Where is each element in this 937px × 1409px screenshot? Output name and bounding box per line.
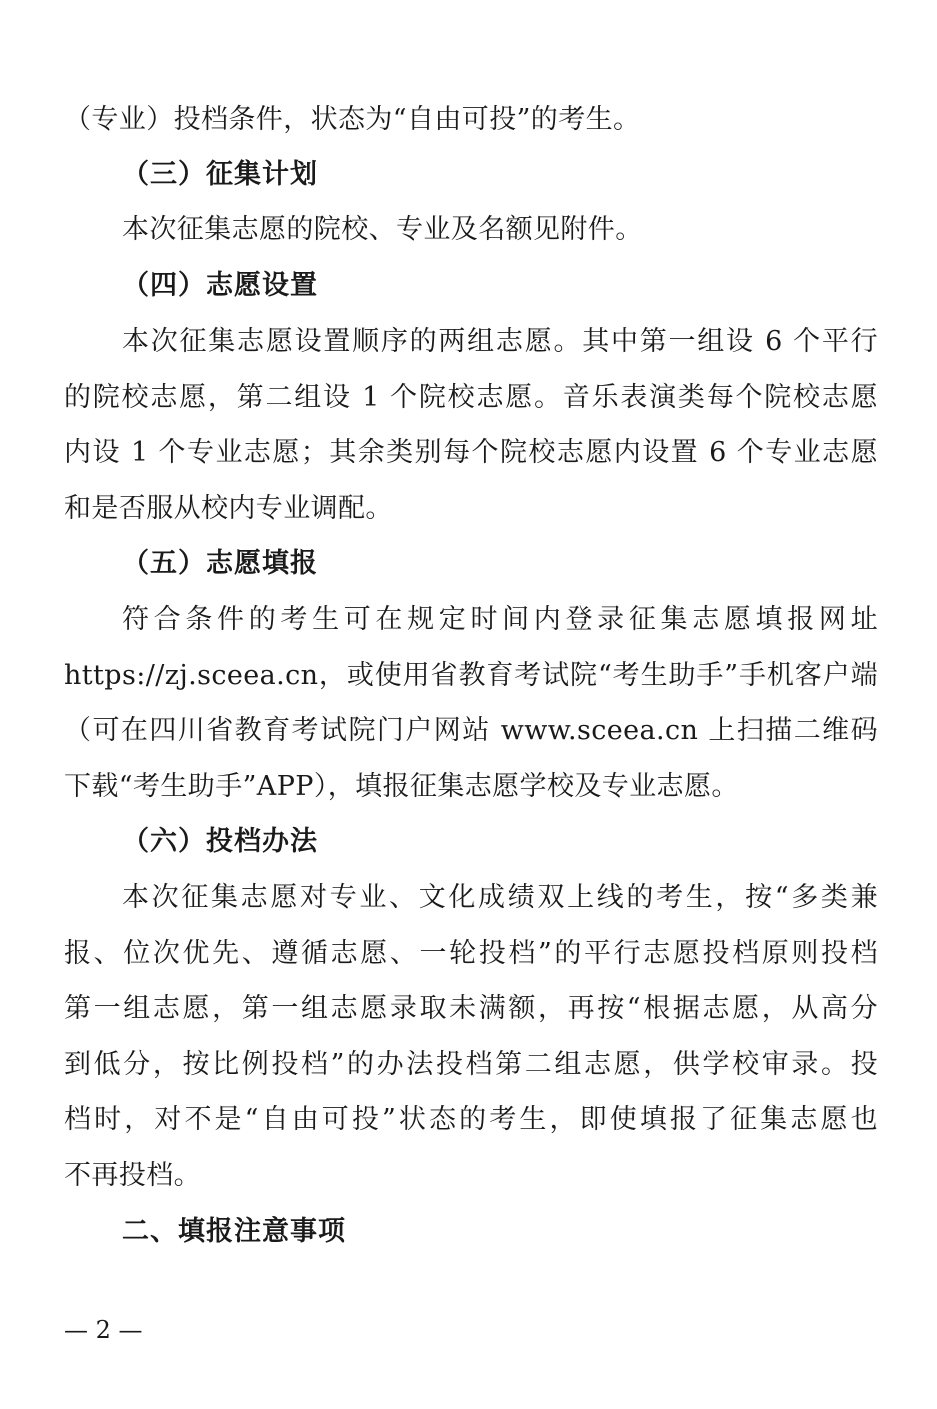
paragraph-line: 本次征集志愿设置顺序的两组志愿。其中第一组设 6 个平行 — [122, 326, 878, 357]
page-number: — 2 — — [64, 1316, 143, 1344]
paragraph-line: 到低分，按比例投档”的办法投档第二组志愿，供学校审录。投 — [64, 1049, 878, 1080]
paragraph-line: 和是否服从校内专业调配。 — [64, 493, 393, 524]
paragraph-line: 报、位次优先、遵循志愿、一轮投档”的平行志愿投档原则投档 — [64, 938, 878, 969]
paragraph-line: （专业）投档条件，状态为“自由可投”的考生。 — [64, 104, 641, 135]
paragraph-line: https://zj.sceea.cn，或使用省教育考试院“考生助手”手机客户端 — [64, 660, 878, 691]
part-heading-2: 二、填报注意事项 — [122, 1216, 346, 1247]
paragraph-line: 第一组志愿，第一组志愿录取未满额，再按“根据志愿，从高分 — [64, 993, 878, 1024]
paragraph-line: 本次征集志愿的院校、专业及名额见附件。 — [122, 214, 643, 245]
section-heading-5: （五）志愿填报 — [122, 548, 318, 579]
paragraph-line: 下载“考生助手”APP），填报征集志愿学校及专业志愿。 — [64, 771, 739, 802]
paragraph-line: 档时，对不是“自由可投”状态的考生，即使填报了征集志愿也 — [64, 1104, 878, 1135]
paragraph-line: 符合条件的考生可在规定时间内登录征集志愿填报网址 — [122, 604, 878, 635]
section-heading-6: （六）投档办法 — [122, 826, 318, 857]
paragraph-line: 的院校志愿，第二组设 1 个院校志愿。音乐表演类每个院校志愿 — [64, 382, 878, 413]
paragraph-line: （可在四川省教育考试院门户网站 www.sceea.cn 上扫描二维码 — [64, 715, 878, 746]
paragraph-line: 不再投档。 — [64, 1160, 201, 1191]
paragraph-line: 内设 1 个专业志愿；其余类别每个院校志愿内设置 6 个专业志愿 — [64, 437, 878, 468]
section-heading-3: （三）征集计划 — [122, 159, 318, 190]
section-heading-4: （四）志愿设置 — [122, 270, 318, 301]
paragraph-line: 本次征集志愿对专业、文化成绩双上线的考生，按“多类兼 — [122, 882, 878, 913]
